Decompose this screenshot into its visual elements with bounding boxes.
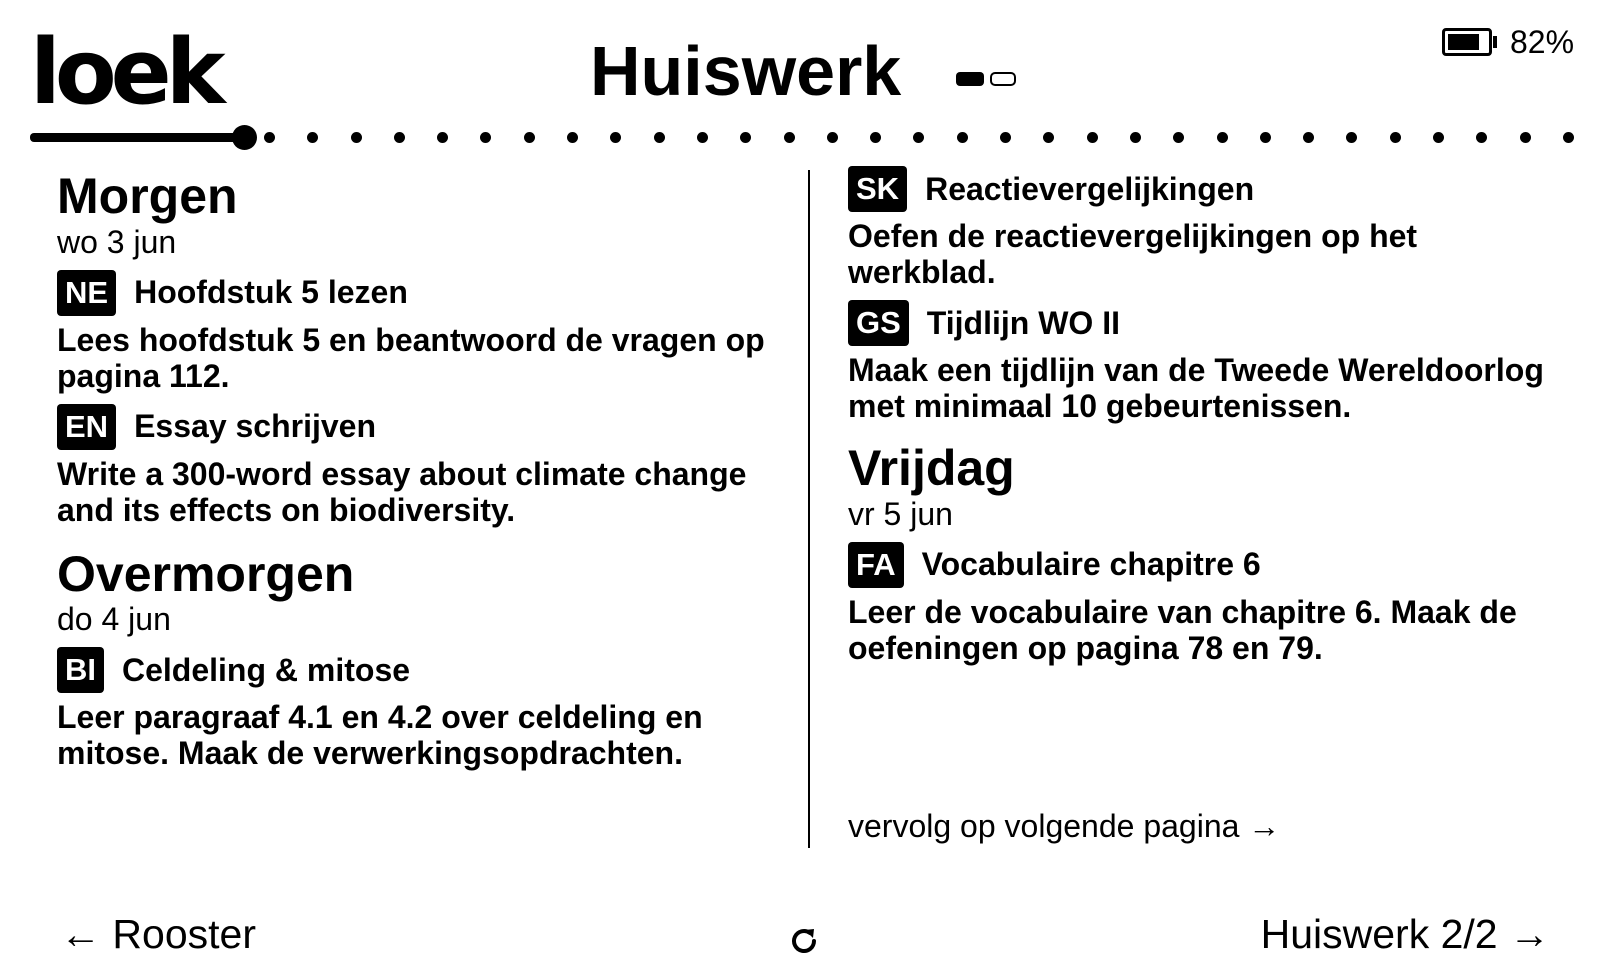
refresh-icon[interactable] <box>788 925 820 957</box>
homework-item[interactable] <box>57 647 767 771</box>
right-column <box>848 166 1548 686</box>
homework-description: Leer paragraaf 4.1 en 4.2 over celdeling en mitose. Maak de verwerkingsopdrachten. <box>57 699 703 772</box>
homework-title: Hoofdstuk 5 lezen <box>134 274 408 311</box>
back-button-label: Rooster <box>112 911 256 957</box>
arrow-right-icon: → <box>1509 911 1550 957</box>
day-date: do 4 jun <box>57 601 171 638</box>
subject-badge: EN <box>57 404 116 450</box>
homework-item[interactable] <box>57 404 767 528</box>
day-date: wo 3 jun <box>57 223 177 260</box>
day-title: Vrijdag <box>848 440 1015 496</box>
back-to-rooster-button[interactable] <box>60 911 256 957</box>
arrow-left-icon: ← <box>60 911 101 957</box>
homework-description: Write a 300-word essay about climate change and its effects on biodiversity. <box>57 455 747 528</box>
page-title: Huiswerk <box>590 32 902 110</box>
homework-item[interactable] <box>848 166 1548 290</box>
timeline-dots <box>264 132 1574 143</box>
next-button-label: Huiswerk 2/2 <box>1260 911 1498 957</box>
day-section <box>848 442 1548 666</box>
subject-badge: GS <box>848 300 909 346</box>
day-date: vr 5 jun <box>848 495 953 532</box>
homework-title: Celdeling & mitose <box>122 651 411 688</box>
next-page-button[interactable] <box>1260 911 1550 957</box>
day-section <box>57 170 767 528</box>
homework-item[interactable] <box>848 300 1548 424</box>
timeline-marker <box>232 125 257 150</box>
day-title: Overmorgen <box>57 545 355 602</box>
homework-title: Essay schrijven <box>134 408 377 445</box>
column-divider <box>808 170 810 848</box>
continue-next-page-label: vervolg op volgende pagina → <box>848 808 1281 844</box>
left-column <box>57 170 767 791</box>
homework-item[interactable] <box>57 270 767 394</box>
logo: loek <box>30 20 220 125</box>
timeline-progress <box>30 133 240 142</box>
homework-description: Lees hoofdstuk 5 en beantwoord de vragen op pagina 112. <box>57 321 765 394</box>
subject-badge: BI <box>57 647 104 693</box>
day-title: Morgen <box>57 168 238 224</box>
battery-level <box>1448 34 1479 50</box>
subject-badge: SK <box>848 166 907 212</box>
battery-percentage: 82% <box>1510 24 1575 60</box>
page-indicator-active-dot <box>956 72 984 86</box>
homework-title: Reactievergelijkingen <box>925 170 1255 207</box>
day-section <box>57 545 767 772</box>
homework-description: Leer de vocabulaire van chapitre 6. Maak de oefeningen op pagina 78 en 79. <box>848 593 1517 666</box>
homework-description: Maak een tijdlijn van de Tweede Wereldoorlog met minimaal 10 gebeurtenissen. <box>848 352 1544 424</box>
homework-item[interactable] <box>848 542 1548 666</box>
homework-description: Oefen de reactievergelijkingen op het werkblad. <box>848 218 1418 290</box>
subject-badge: NE <box>57 270 116 316</box>
subject-badge: FA <box>848 542 904 588</box>
homework-title: Vocabulaire chapitre 6 <box>921 546 1261 583</box>
homework-title: Tijdlijn WO II <box>926 304 1120 341</box>
page-indicator-dot <box>990 72 1016 86</box>
